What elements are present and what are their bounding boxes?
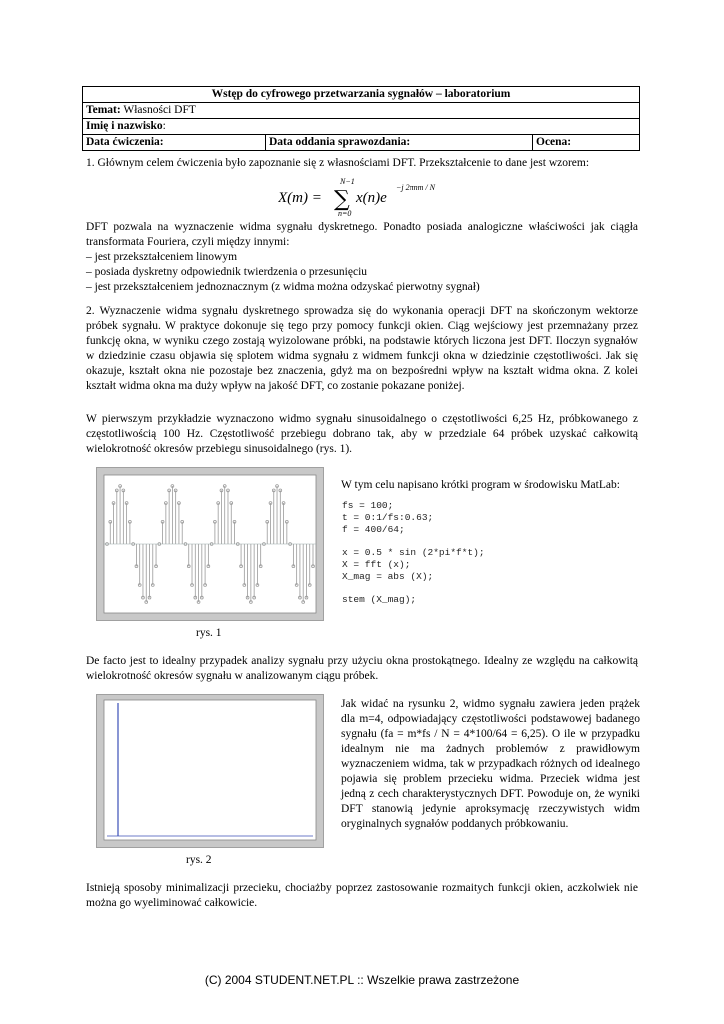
dft-formula <box>278 176 458 220</box>
formula-sum-bottom: n=0 <box>338 209 352 218</box>
section1-paragraph: DFT pozwala na wyznaczenie widma sygnału dyskretnego. Ponadto posiada analogiczne właściwości jak ciągła transformata Fouriera, czyli między innymi: <box>86 221 638 248</box>
figure-1 <box>96 467 324 621</box>
header-table <box>82 86 640 151</box>
submit-date-label: Data oddania sprawozdania: <box>266 135 533 151</box>
topic-label: Temat: <box>86 104 121 116</box>
name-row <box>83 119 640 135</box>
section2-paragraph3: De facto jest to idealny przypadek analizy sygnału przy użyciu okna prostokątnego. Idealny ze względu na całkowitą wielokrotność okresów sygnału w analizowanym ciągu próbek. <box>86 655 638 682</box>
figure-2-caption: rys. 2 <box>186 854 212 866</box>
figure-1-plot <box>97 468 323 620</box>
matlab-code: fs = 100; t = 0:1/fs:0.63; f = 400/64; x = 0.5 * sin (2*pi*f*t); X = fft (x); X_mag = abs (X); stem (X_mag); <box>342 500 485 606</box>
figure-2 <box>96 694 324 848</box>
matlab-intro: W tym celu napisano krótki program w środowisku MatLab: <box>341 479 620 491</box>
formula-body: x(n)e <box>356 190 387 206</box>
section2-paragraph4: Istnieją sposoby minimalizacji przecieku, chociażby poprzez zastosowanie rozmaitych funkcji okien, aczkolwiek nie można go wyeliminować całkowicie. <box>86 882 638 909</box>
bullet-item: – jest przekształceniem jednoznacznym (z widma można odzyskać pierwotny sygnał) <box>86 281 480 293</box>
topic-value: Własności DFT <box>120 104 196 116</box>
bullet-item: – posiada dyskretny odpowiednik twierdzenia o przesunięciu <box>86 266 368 278</box>
name-label: Imię i nazwisko <box>86 120 163 132</box>
topic-row <box>83 103 640 119</box>
formula-sum-top: N−1 <box>340 177 355 186</box>
figure-2-plot <box>97 695 323 847</box>
name-suffix: : <box>162 120 166 132</box>
date-label: Data ćwiczenia: <box>83 135 266 151</box>
figure-2-description: Jak widać na rysunku 2, widmo sygnału zawiera jeden prążek dla m=4, odpowiadający częstotliwości podstawowej badanego sygnału (fa = m*fs / N = 4*100/64 = 6,25). O ile w przypadku idealnym nie ma żadnych problemów z prawidłowym wyznaczeniem widma, tak w przypadkach różnych od idealnego pojawia się problem przecieku widma. Przeciek widma jest jedną z cech charakterystycznych DFT. Powoduje on, że wyniki DFT stanowią jedynie aproksymację rzeczywistych widm oryginalnych sygnałów poddanych próbkowaniu. <box>341 698 640 830</box>
figure-1-caption: rys. 1 <box>196 627 222 639</box>
grade-label: Ocena: <box>533 135 640 151</box>
section2-paragraph1: 2. Wyznaczenie widma sygnału dyskretnego sprowadza się do wykonania operacji DFT na skończonym wektorze próbek sygnału. W praktyce dokonuje się tego przy pomocy funkcji okien. Ciąg wejściowy jest przemnażany przez funkcję okna, w wyniku czego zostają wyizolowane próbki, na podstawie których liczona jest DFT. Iloczyn sygnałów w dziedzinie czasu objawia się splotem widma sygnału z widmem funkcji okna w dziedzinie częstotliwości. Jak się okazuje, kształt okna nie pozostaje bez znaczenia, gdyż ma on bezpośredni wpływ na kształt widma okna. Z kolei kształt widma okna ma duży wpływ na jakość DFT, co zostanie pokazane poniżej. <box>86 305 638 392</box>
formula-sum-symbol: ∑ <box>334 187 350 212</box>
section2-paragraph2: W pierwszym przykładzie wyznaczono widmo sygnału sinusoidalnego o częstotliwości 6,25 Hz, próbkowanego z częstotliwością 100 Hz. Częstotliwość przebiegu dobrano tak, aby w przedziale 64 próbek uzyskać całkowitą wielokrotność okresów przebiegu sinusoidalnego (rys. 1). <box>86 413 638 455</box>
section1-body <box>86 220 638 295</box>
section1-intro: 1. Głównym celem ćwiczenia było zapoznanie się z własnościami DFT. Przekształcenie to dane jest wzorem: <box>86 157 590 169</box>
footer-copyright: (C) 2004 STUDENT.NET.PL :: Wszelkie prawa zastrzeżone <box>204 973 520 987</box>
formula-lhs: X(m) = <box>278 190 322 206</box>
bullet-item: – jest przekształceniem linowym <box>86 251 238 263</box>
document-title: Wstęp do cyfrowego przetwarzania sygnałów – laboratorium <box>83 87 640 103</box>
formula-exponent: −j 2πnm / N <box>396 183 435 192</box>
